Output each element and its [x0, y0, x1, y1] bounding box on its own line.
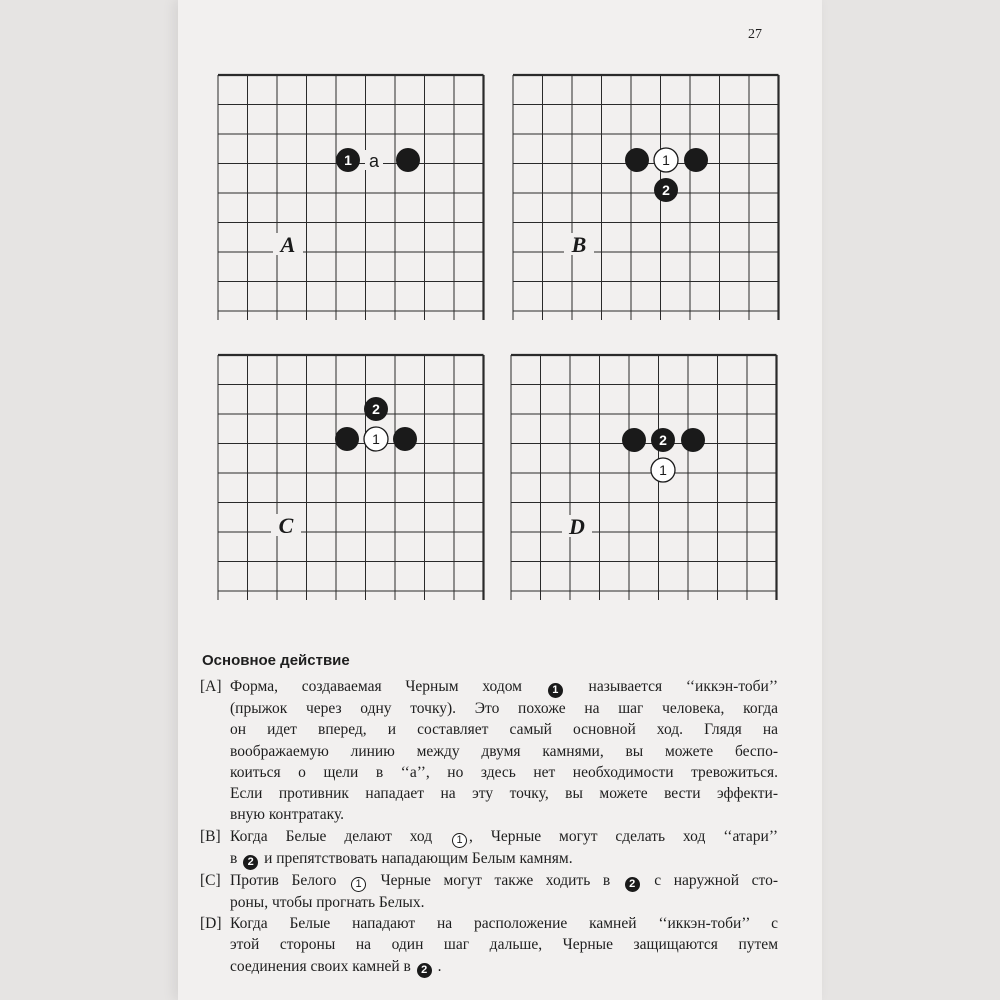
text-line — [230, 741, 778, 762]
text-line — [230, 698, 778, 719]
black-stone-icon: 2 — [625, 877, 640, 892]
item-key: [C] — [200, 871, 221, 889]
text-run: и препятствовать нападающим Белым камням. — [260, 849, 573, 867]
text-line — [230, 826, 778, 848]
stone-white-1 — [651, 458, 675, 482]
text-item — [200, 913, 778, 978]
text-run: Форма, создаваемая Черным ходом — [230, 678, 546, 695]
stone-black — [684, 148, 708, 172]
svg-text:2: 2 — [372, 401, 380, 417]
go-diagram-d — [508, 352, 766, 604]
section-heading: Основное действие — [202, 652, 350, 669]
text-run: роны, чтобы прогнать Белых. — [230, 893, 425, 911]
stone-black — [625, 148, 649, 172]
svg-text:1: 1 — [659, 462, 667, 478]
item-key: [D] — [200, 915, 222, 933]
board-d — [508, 352, 766, 604]
stone-black — [396, 148, 420, 172]
text-line — [230, 719, 778, 740]
body-text — [200, 676, 778, 978]
black-stone-icon: 1 — [548, 683, 563, 698]
white-stone-icon: 1 — [351, 877, 366, 892]
text-line — [230, 676, 778, 698]
board-c — [215, 352, 473, 604]
text-run: он идет вперед, и составляет самый основной ход. Глядя на — [230, 721, 778, 739]
white-stone-icon: 1 — [452, 833, 467, 848]
text-run: с наружной сто- — [641, 871, 778, 889]
text-run: вную контратаку. — [230, 806, 345, 824]
stone-black-2 — [654, 178, 678, 202]
stone-black-2 — [364, 397, 388, 421]
stone-black — [681, 428, 705, 452]
text-run: Когда Белые нападают на расположение камней ‘‘иккэн-тоби’’ с — [230, 915, 778, 933]
text-line — [230, 762, 778, 783]
black-stone-icon: 2 — [417, 963, 432, 978]
text-run: , Черные могут сделать ход ‘‘атари’’ — [469, 827, 778, 845]
svg-text:1: 1 — [662, 152, 670, 168]
diagram-label-a: A — [280, 232, 296, 257]
item-body — [230, 913, 778, 978]
svg-text:1: 1 — [372, 431, 380, 447]
text-line — [230, 848, 778, 870]
text-line — [230, 913, 778, 934]
stone-black-1 — [336, 148, 360, 172]
stone-white-1 — [364, 427, 388, 451]
text-run: воображаемую линию между двумя камнями, вы можете беспо- — [230, 742, 778, 760]
text-line — [230, 892, 778, 913]
text-item — [200, 676, 778, 826]
diagram-label-c: C — [278, 513, 294, 538]
text-run: соединения своих камней в — [230, 957, 415, 975]
stone-black — [393, 427, 417, 451]
text-item — [200, 826, 778, 870]
svg-text:2: 2 — [659, 432, 667, 448]
item-key: [A] — [200, 678, 222, 695]
text-run: Против Белого — [230, 871, 350, 889]
item-key: [B] — [200, 827, 221, 845]
item-body — [230, 676, 778, 826]
board-a — [215, 72, 473, 324]
black-stone-icon: 2 — [243, 855, 258, 870]
text-run: в — [230, 849, 242, 867]
stone-white-1 — [654, 148, 678, 172]
board-b — [510, 72, 768, 324]
text-line — [230, 783, 778, 804]
go-diagram-b — [510, 72, 768, 324]
text-run: Если противник нападает на эту точку, вы можете вести эффекти- — [230, 785, 778, 803]
text-run: . — [433, 957, 442, 975]
svg-text:1: 1 — [344, 152, 352, 168]
item-body — [230, 870, 778, 913]
text-run: (прыжок через одну точку). Это похоже на шаг человека, когда — [230, 700, 778, 717]
stone-black-2 — [651, 428, 675, 452]
text-line — [230, 956, 778, 978]
text-line — [230, 804, 778, 825]
text-line — [230, 870, 778, 892]
go-diagram-c — [215, 352, 473, 604]
text-item — [200, 870, 778, 913]
text-run: Черные могут также ходить в — [368, 871, 623, 889]
svg-text:2: 2 — [662, 182, 670, 198]
page-number: 27 — [748, 27, 762, 42]
stone-black — [622, 428, 646, 452]
item-body — [230, 826, 778, 870]
stone-black — [335, 427, 359, 451]
diagram-label-d: D — [569, 514, 585, 539]
text-line — [230, 934, 778, 955]
text-run: называется ‘‘иккэн-тоби’’ — [564, 678, 778, 695]
text-run: этой стороны на один шаг дальше, Черные защищаются путем — [230, 936, 778, 954]
point-marker-a: a — [368, 151, 380, 171]
diagram-label-b: B — [571, 232, 587, 257]
go-diagram-a — [215, 72, 473, 324]
text-run: коиться о щели в ‘‘а’’, но здесь нет необходимости тревожиться. — [230, 763, 778, 781]
text-run: Когда Белые делают ход — [230, 827, 451, 845]
